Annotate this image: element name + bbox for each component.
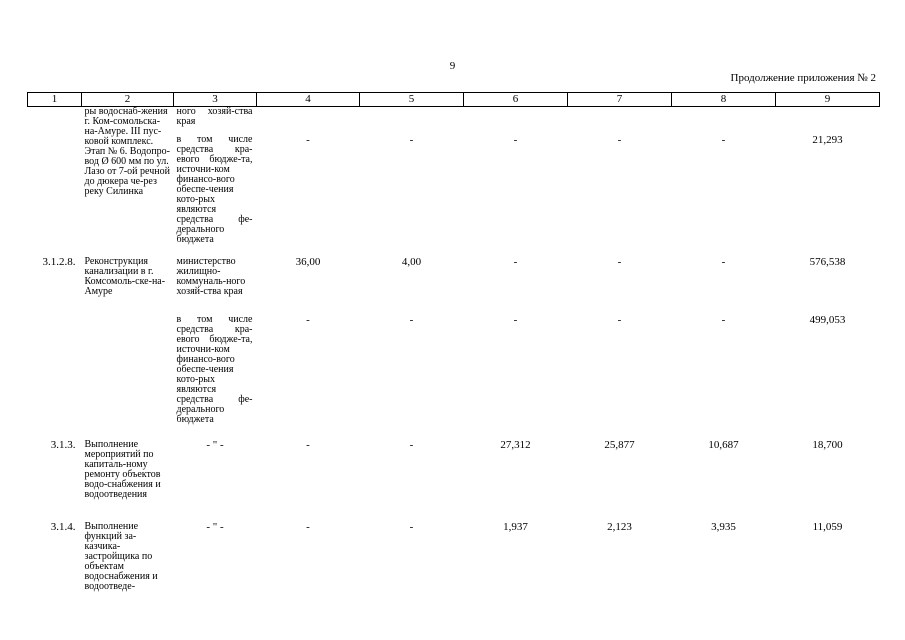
item-name: Реконструкция канализации в г. Комсомоль-ске-на-Амуре: [84, 256, 166, 297]
header-cell: 2: [82, 93, 174, 107]
value-cell: 499,053: [809, 314, 846, 326]
header-cell: 5: [360, 93, 464, 107]
value-cell: -: [306, 439, 310, 451]
item-name: ры водоснаб-жения г. Ком-сомольска-на-Амуре. III пус-ковой комплекс. Этап № 6. Водопро-вод Ø 600 мм по ул. Лазо от 7-ой речной до дюкера че-рез реку Силинка: [84, 106, 170, 197]
value-cell: -: [409, 521, 414, 533]
value-cell: 11,059: [812, 521, 843, 533]
value-cell: -: [513, 134, 518, 146]
value-cell: -: [409, 439, 414, 451]
value-cell: 1,937: [503, 521, 528, 533]
value-cell: [360, 107, 464, 136]
item-number: 3.1.3.: [50, 439, 76, 451]
responsible-cell: - " -: [206, 439, 224, 451]
header-cell: 7: [568, 93, 672, 107]
value-cell: -: [617, 134, 622, 146]
table-row: [28, 107, 880, 136]
value-cell: [672, 107, 776, 136]
value-cell: -: [513, 256, 518, 268]
value-cell: -: [409, 314, 414, 326]
header-cell: 4: [257, 93, 360, 107]
page-number: 9: [449, 60, 456, 72]
responsible-cell: в том числе средства кра-евого бюдже-та, источни-ком финансо-вого обеспе-чения кото-рых являются средства фе-дерального бюджета: [176, 134, 253, 245]
value-cell: [464, 107, 568, 136]
value-cell: -: [306, 521, 310, 533]
table-row: [28, 257, 880, 315]
value-cell: -: [513, 314, 518, 326]
value-cell: 21,293: [812, 134, 843, 146]
responsible-cell: министерство жилищно-коммуналь-ного хозяй-ства края: [176, 256, 246, 297]
value-cell: -: [721, 314, 726, 326]
value-cell: 36,00: [295, 256, 321, 268]
responsible-cell: - " -: [206, 521, 224, 533]
value-cell: 10,687: [708, 439, 739, 451]
header-cell: 6: [464, 93, 568, 107]
item-number: 3.1.2.8.: [42, 256, 76, 268]
header-cell: 1: [28, 93, 82, 107]
value-cell: 2,123: [607, 521, 632, 533]
responsible-cell: в том числе средства кра-евого бюдже-та, источни-ком финансо-вого обеспе-чения кото-рых являются средства фе-дерального бюджета: [176, 314, 253, 425]
value-cell: -: [306, 134, 310, 146]
table-row: [28, 522, 880, 592]
value-cell: -: [617, 314, 622, 326]
header-cell: 8: [672, 93, 776, 107]
value-cell: -: [721, 134, 726, 146]
value-cell: [568, 107, 672, 136]
program-table: [27, 92, 880, 592]
value-cell: -: [617, 256, 622, 268]
value-cell: -: [721, 256, 726, 268]
item-name: Выполнение мероприятий по капиталь-ному ремонту объектов водо-снабжения и водоотведения: [84, 439, 161, 500]
value-cell: [776, 107, 880, 136]
value-cell: -: [306, 314, 310, 326]
table-row: [28, 440, 880, 522]
item-number: 3.1.4.: [50, 521, 76, 533]
value-cell: -: [409, 134, 414, 146]
value-cell: 4,00: [401, 256, 422, 268]
value-cell: 18,700: [812, 439, 843, 451]
continuation-label: Продолжение приложения № 2: [730, 72, 876, 84]
item-name: Выполнение функций за-казчика-застройщика по объектам водоснабжения и водоотведе-: [84, 521, 158, 592]
header-cell: 9: [776, 93, 880, 107]
item-number: [28, 107, 82, 258]
value-cell: [257, 107, 360, 136]
value-cell: 25,877: [604, 439, 635, 451]
responsible-cell: ного хозяй-ства края: [176, 106, 253, 127]
value-cell: 3,935: [711, 521, 736, 533]
header-cell: 3: [174, 93, 257, 107]
value-cell: 27,312: [500, 439, 531, 451]
value-cell: 576,538: [809, 256, 846, 268]
header-row: [28, 93, 880, 107]
